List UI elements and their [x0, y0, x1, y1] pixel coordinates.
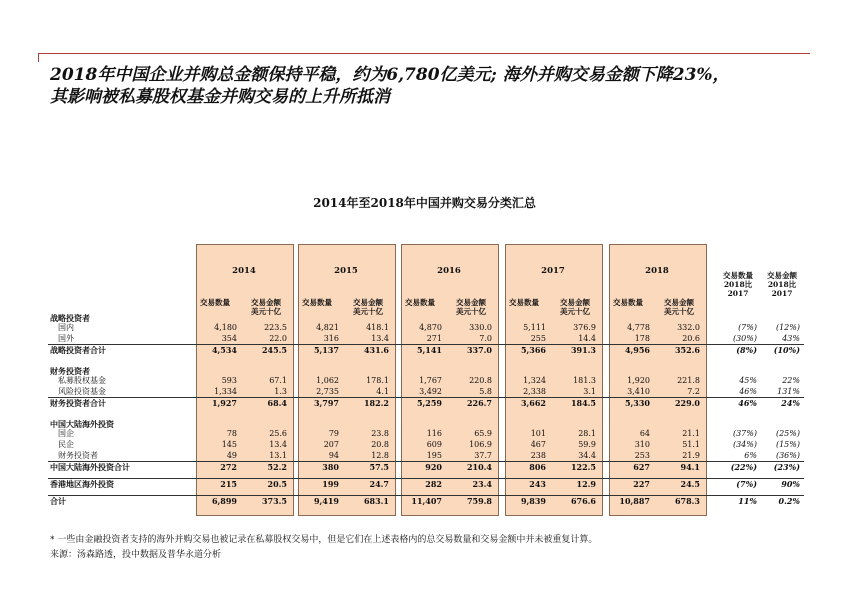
table-cell: 3,662: [520, 398, 546, 408]
table-cell: 49: [226, 451, 237, 460]
table-cell: 1,927: [211, 398, 237, 408]
row-label: 香港地区海外投资: [50, 479, 114, 489]
change-cell: (36%): [775, 451, 800, 460]
change-cell: 131%: [777, 387, 800, 396]
year-label-2015: 2015: [334, 266, 358, 276]
change-cell: (7%): [736, 479, 757, 489]
row-label: 中国大陆海外投资: [50, 419, 114, 429]
table-cell: 255: [530, 334, 546, 343]
table-cell: 122.5: [570, 462, 596, 472]
change-cell: (34%): [732, 440, 757, 449]
table-cell: 352.6: [674, 345, 700, 355]
table-cell: 64: [639, 429, 650, 438]
header-rule: [38, 53, 810, 54]
change-cell: (12%): [775, 323, 800, 332]
table-cell: 22.0: [269, 334, 287, 343]
table-cell: 5,330: [624, 398, 650, 408]
row-label: 财务投资者: [50, 366, 90, 376]
table-cell: 238: [530, 451, 546, 460]
table-cell: 332.0: [677, 323, 700, 332]
table-cell: 226.7: [466, 398, 492, 408]
change-cell: 6%: [744, 451, 757, 460]
change-cell: (15%): [775, 440, 800, 449]
row-label: 私募股权基金: [58, 376, 106, 385]
table-cell: 1,767: [419, 376, 442, 385]
table-cell: 3,492: [419, 387, 442, 396]
year-label-2017: 2017: [541, 266, 565, 276]
table-cell: 627: [633, 462, 650, 472]
table-cell: 1.3: [274, 387, 287, 396]
col-header-value: 交易金额 美元十亿: [456, 298, 486, 316]
table-cell: 195: [426, 451, 442, 460]
table-title: 2014年至2018年中国并购交易分类汇总: [313, 196, 536, 210]
change-cell: 45%: [739, 376, 757, 385]
year-label-2018: 2018: [645, 266, 669, 276]
table-cell: 678.3: [674, 496, 700, 506]
col-header-count: 交易数量: [613, 298, 643, 307]
table-cell: 21.9: [682, 451, 700, 460]
table-cell: 4,821: [316, 323, 339, 332]
change-cell: (23%): [773, 462, 800, 472]
change-cell: 11%: [738, 496, 757, 506]
table-cell: 4,870: [419, 323, 442, 332]
table-cell: 37.7: [474, 451, 492, 460]
table-cell: 4,180: [214, 323, 237, 332]
table-cell: 223.5: [264, 323, 287, 332]
table-cell: 106.9: [469, 440, 492, 449]
table-cell: 3,410: [627, 387, 650, 396]
table-cell: 1,920: [627, 376, 650, 385]
table-cell: 78: [226, 429, 237, 438]
table-cell: 6,899: [211, 496, 237, 506]
table-cell: 227: [633, 479, 650, 489]
col-header-chg-count: 交易数量 2018比 2017: [723, 271, 753, 298]
table-cell: 683.1: [363, 496, 389, 506]
table-cell: 11,407: [411, 496, 442, 506]
table-cell: 676.6: [570, 496, 596, 506]
table-cell: 380: [322, 462, 339, 472]
row-label: 风险投资基金: [58, 387, 106, 396]
table-cell: 199: [322, 479, 339, 489]
change-cell: 90%: [781, 479, 800, 489]
table-cell: 229.0: [674, 398, 700, 408]
table-cell: 28.1: [578, 429, 596, 438]
table-cell: 272: [220, 462, 237, 472]
col-header-value: 交易金额 美元十亿: [353, 298, 383, 316]
table-cell: 57.5: [369, 462, 389, 472]
table-cell: 431.6: [363, 345, 389, 355]
table-cell: 24.5: [680, 479, 700, 489]
table-cell: 1,334: [214, 387, 237, 396]
source-note: 来源：汤森路透，投中数据及普华永道分析: [50, 550, 222, 560]
table-cell: 23.4: [472, 479, 492, 489]
table-cell: 2,735: [316, 387, 339, 396]
table-cell: 116: [426, 429, 442, 438]
table-cell: 282: [425, 479, 442, 489]
table-cell: 12.8: [371, 451, 389, 460]
table-cell: 24.7: [369, 479, 389, 489]
table-cell: 330.0: [469, 323, 492, 332]
total-rule: [48, 461, 804, 462]
year-label-2014: 2014: [232, 266, 256, 276]
row-label: 合计: [50, 496, 66, 506]
headline-line-1: 2018年中国企业并购总金额保持平稳，约为6,780亿美元; 海外并购交易金额下降23%，: [50, 65, 730, 85]
row-label: 国外: [58, 334, 74, 343]
change-cell: 43%: [782, 334, 800, 343]
table-cell: 759.8: [466, 496, 492, 506]
col-header-value: 交易金额 美元十亿: [664, 298, 694, 316]
table-cell: 316: [323, 334, 339, 343]
table-cell: 215: [220, 479, 237, 489]
table-cell: 13.1: [269, 451, 287, 460]
change-cell: (8%): [736, 345, 757, 355]
table-cell: 14.4: [578, 334, 596, 343]
table-cell: 7.2: [687, 387, 700, 396]
table-cell: 337.0: [466, 345, 492, 355]
table-cell: 9,839: [520, 496, 546, 506]
table-cell: 94: [328, 451, 339, 460]
table-cell: 68.4: [267, 398, 287, 408]
table-cell: 79: [328, 429, 339, 438]
change-cell: (10%): [773, 345, 800, 355]
table-cell: 20.8: [371, 440, 389, 449]
row-label: 国内: [58, 323, 74, 332]
table-cell: 354: [221, 334, 237, 343]
row-label: 民企: [58, 440, 74, 449]
change-cell: 0.2%: [778, 496, 800, 506]
table-cell: 920: [425, 462, 442, 472]
table-cell: 210.4: [466, 462, 492, 472]
table-cell: 184.5: [570, 398, 596, 408]
col-header-value: 交易金额 美元十亿: [251, 298, 281, 316]
table-cell: 5,141: [416, 345, 442, 355]
table-cell: 253: [634, 451, 650, 460]
table-cell: 145: [221, 440, 237, 449]
table-cell: 20.6: [682, 334, 700, 343]
table-cell: 181.3: [573, 376, 596, 385]
total-rule: [48, 344, 804, 345]
table-cell: 23.8: [371, 429, 389, 438]
col-header-count: 交易数量: [405, 298, 435, 307]
table-cell: 593: [221, 376, 237, 385]
col-header-count: 交易数量: [200, 298, 230, 307]
change-cell: 46%: [738, 398, 757, 408]
table-cell: 10,887: [619, 496, 650, 506]
table-cell: 5,259: [416, 398, 442, 408]
total-rule: [48, 495, 804, 496]
table-cell: 245.5: [261, 345, 287, 355]
table-cell: 59.9: [578, 440, 596, 449]
table-cell: 182.2: [363, 398, 389, 408]
table-cell: 65.9: [474, 429, 492, 438]
table-cell: 467: [530, 440, 546, 449]
table-cell: 5.8: [479, 387, 492, 396]
table-cell: 21.1: [682, 429, 700, 438]
table-cell: 52.2: [267, 462, 287, 472]
table-cell: 4,956: [624, 345, 650, 355]
table-cell: 806: [529, 462, 546, 472]
table-cell: 67.1: [269, 376, 287, 385]
table-cell: 13.4: [269, 440, 287, 449]
change-cell: (22%): [730, 462, 757, 472]
change-cell: (37%): [732, 429, 757, 438]
row-label: 中国大陆海外投资合计: [50, 462, 130, 472]
table-cell: 9,419: [313, 496, 339, 506]
table-cell: 13.4: [371, 334, 389, 343]
table-cell: 7.0: [479, 334, 492, 343]
table-cell: 1,062: [316, 376, 339, 385]
change-cell: 24%: [781, 398, 800, 408]
table-cell: 101: [530, 429, 546, 438]
change-cell: (30%): [732, 334, 757, 343]
table-cell: 271: [426, 334, 442, 343]
change-cell: (25%): [775, 429, 800, 438]
table-cell: 391.3: [570, 345, 596, 355]
col-header-count: 交易数量: [509, 298, 539, 307]
table-cell: 418.1: [366, 323, 389, 332]
total-rule: [48, 478, 804, 479]
table-cell: 94.1: [680, 462, 700, 472]
year-label-2016: 2016: [437, 266, 461, 276]
row-label: 国企: [58, 429, 74, 438]
table-cell: 3,797: [313, 398, 339, 408]
change-cell: 22%: [782, 376, 800, 385]
col-header-chg-value: 交易金额 2018比 2017: [767, 271, 797, 298]
table-cell: 376.9: [573, 323, 596, 332]
headline: [50, 64, 830, 108]
row-label: 财务投资者: [58, 451, 98, 460]
row-label: 战略投资者: [50, 313, 90, 323]
headline-line-2: 其影响被私募股权基金并购交易的上升所抵消: [50, 87, 390, 107]
table-cell: 4.1: [376, 387, 389, 396]
change-cell: (7%): [738, 323, 757, 332]
table-cell: 178: [634, 334, 650, 343]
table-cell: 1,324: [523, 376, 546, 385]
table-cell: 609: [426, 440, 442, 449]
table-cell: 4,534: [211, 345, 237, 355]
table-cell: 221.8: [677, 376, 700, 385]
table-cell: 20.5: [267, 479, 287, 489]
change-cell: 46%: [739, 387, 757, 396]
footnote: * 一些由金融投资者支持的海外并购交易也被记录在私募股权交易中，但是它们在上述表格内的总交易数量和交易金额中并未被重复计算。: [50, 535, 598, 545]
table-cell: 5,111: [523, 323, 546, 332]
table-cell: 2,338: [523, 387, 546, 396]
total-rule: [48, 397, 804, 398]
table-cell: 3.1: [583, 387, 596, 396]
table-cell: 310: [634, 440, 650, 449]
table-cell: 178.1: [366, 376, 389, 385]
table-cell: 34.4: [578, 451, 596, 460]
table-cell: 207: [323, 440, 339, 449]
table-cell: 220.8: [469, 376, 492, 385]
table-cell: 25.6: [269, 429, 287, 438]
col-header-value: 交易金额 美元十亿: [560, 298, 590, 316]
table-cell: 12.9: [576, 479, 596, 489]
header-rule-tick: [38, 53, 39, 62]
table-cell: 5,137: [313, 345, 339, 355]
table-cell: 51.1: [682, 440, 700, 449]
row-label: 财务投资者合计: [50, 398, 106, 408]
col-header-count: 交易数量: [302, 298, 332, 307]
table-cell: 4,778: [627, 323, 650, 332]
table-cell: 373.5: [261, 496, 287, 506]
table-cell: 5,366: [520, 345, 546, 355]
row-label: 战略投资者合计: [50, 345, 106, 355]
table-cell: 243: [529, 479, 546, 489]
